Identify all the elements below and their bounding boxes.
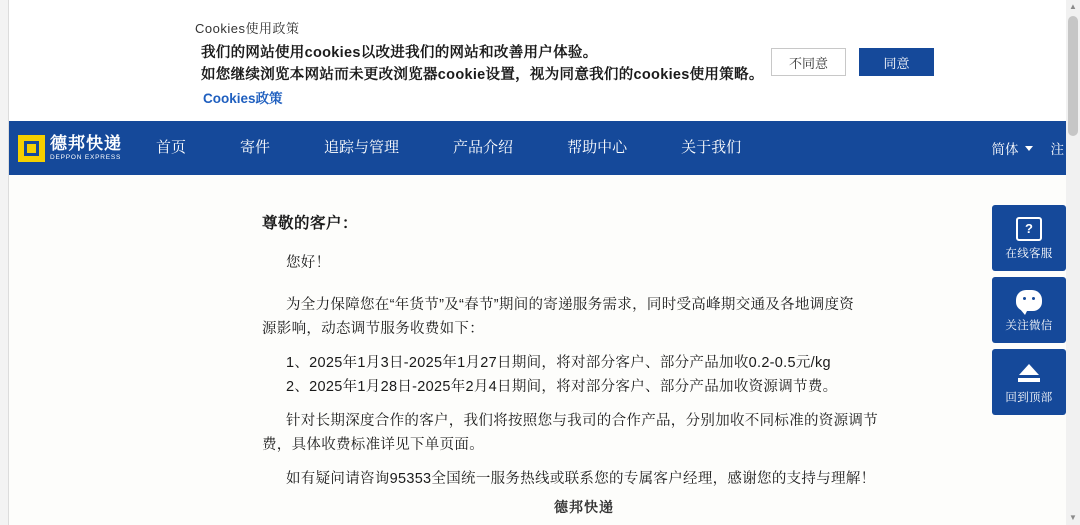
cookie-consent-banner [9, 0, 1066, 120]
page-scrollbar[interactable] [1066, 0, 1080, 525]
headset-icon [1016, 216, 1042, 242]
cookie-banner-line-1: 我们的网站使用cookies以改进我们的网站和改善用户体验。 [201, 45, 598, 61]
language-selector[interactable] [992, 138, 1033, 158]
nav-item-products[interactable]: 产品介绍 [453, 139, 514, 156]
cookie-banner-title: Cookies使用政策 [195, 21, 300, 36]
page-content [9, 175, 1066, 525]
online-customer-service-label: 在线客服 [1005, 247, 1053, 260]
nav-item-home[interactable]: 首页 [156, 139, 187, 156]
notice-paragraph: 针对长期深度合作的客户，我们将按照您与我司的合作产品，分别加收不同标准的资源调节 [286, 413, 878, 429]
nav-menu [129, 121, 768, 175]
nav-item-help-center[interactable]: 帮助中心 [567, 139, 628, 156]
arrow-up-icon [1016, 360, 1042, 386]
notice-paragraph: 1、2025年1月3日-2025年1月27日期间，将对部分客户、部分产品加收0.2-0.5元/kg [286, 355, 831, 371]
scroll-up-arrow-icon[interactable]: ▲ [1066, 0, 1080, 14]
cookie-banner-line-2: 如您继续浏览本网站而未更改浏览器cookie设置，视为同意我们的cookies使用策略。 [201, 67, 764, 83]
wechat-icon [1016, 288, 1042, 314]
notice-paragraph: 2、2025年1月28日-2025年2月4日期间，将对部分客户、部分产品加收资源调节费。 [286, 379, 838, 395]
nav-right-group [992, 121, 1067, 175]
site-logo[interactable] [18, 131, 136, 165]
nav-item-about-us[interactable]: 关于我们 [681, 139, 742, 156]
follow-wechat-button[interactable] [992, 277, 1066, 343]
back-to-top-label: 回到顶部 [1005, 391, 1053, 404]
chevron-down-icon [1025, 146, 1033, 151]
headset-icon-glyph: ? [1016, 217, 1042, 241]
register-link[interactable]: 注 [1050, 142, 1064, 157]
main-navbar [9, 121, 1066, 175]
notice-paragraph: 源影响，动态调节服务收费如下： [262, 321, 484, 337]
notice-title: 尊敬的客户： [262, 215, 359, 232]
logo-text [50, 134, 122, 162]
scroll-down-arrow-icon[interactable]: ▼ [1066, 511, 1080, 525]
follow-wechat-label: 关注微信 [1005, 319, 1053, 332]
online-customer-service-button[interactable] [992, 205, 1066, 271]
nav-item-tracking-management[interactable]: 追踪与管理 [324, 139, 400, 156]
article-footer-logo: 德邦快递 [554, 499, 614, 515]
nav-item-send-parcel[interactable]: 寄件 [240, 139, 271, 156]
logo-name-en: DEPPON EXPRESS [50, 154, 122, 161]
scrollbar-thumb[interactable] [1068, 16, 1078, 136]
back-to-top-button[interactable] [992, 349, 1066, 415]
notice-paragraph: 为全力保障您在“年货节”及“春节”期间的寄递服务需求，同时受高峰期交通及各地调度资 [286, 297, 855, 313]
notice-paragraph: 如有疑问请咨询95353全国统一服务热线或联系您的专属客户经理，感谢您的支持与理解！ [286, 471, 876, 487]
logo-name-cn: 德邦快递 [50, 134, 122, 153]
notice-article [254, 175, 894, 515]
language-selector-label: 简体 [991, 142, 1019, 157]
floating-side-toolbar [992, 205, 1066, 421]
left-gutter [0, 0, 9, 525]
notice-paragraph: 您好！ [286, 255, 331, 271]
cookie-decline-button[interactable]: 不同意 [771, 48, 846, 76]
cookie-accept-button[interactable]: 同意 [859, 48, 934, 76]
notice-paragraph: 费，具体收费标准详见下单页面。 [262, 437, 484, 453]
cookies-policy-link[interactable]: Cookies政策 [203, 91, 283, 106]
deppon-logo-icon [18, 135, 45, 162]
